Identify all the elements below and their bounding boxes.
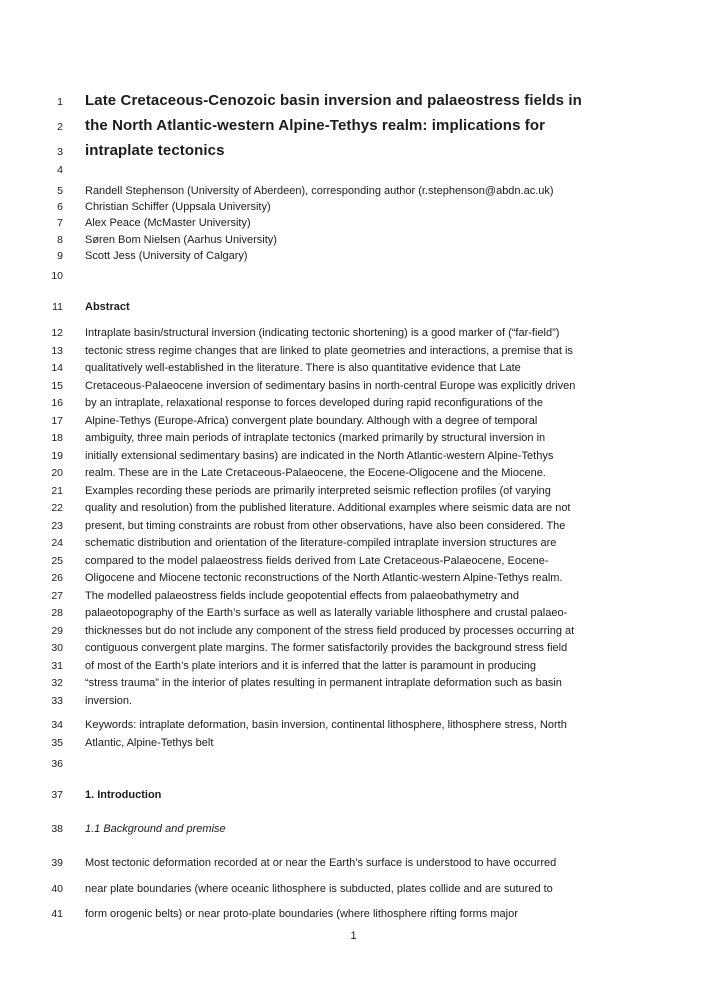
manuscript-line — [0, 605, 707, 623]
line-number: 5 — [57, 185, 63, 197]
line-number: 35 — [51, 736, 63, 749]
manuscript-line — [0, 248, 707, 264]
line-number: 24 — [51, 537, 63, 550]
line-text: Oligocene and Miocene tectonic reconstructions of the North Atlantic-western Alpine-Tethys realm. — [85, 572, 563, 585]
manuscript-line — [0, 360, 707, 378]
line-number: 34 — [51, 719, 63, 732]
line-text: present, but timing constraints are robust from other observations, have also been considered. The — [85, 519, 566, 532]
line-number: 25 — [51, 554, 63, 567]
line-text: ambiguity, three main periods of intraplate tectonics (marked primarily by structural inversion in — [85, 432, 546, 445]
line-text: schematic distribution and orientation of the literature-compiled intraplate inversion structures are — [85, 537, 557, 550]
manuscript-line — [0, 163, 707, 183]
line-text: the North Atlantic-western Alpine-Tethys realm: implications for — [85, 117, 546, 134]
line-text: tectonic stress regime changes that are linked to plate geometries and interactions, a premise that is — [85, 344, 573, 357]
manuscript-line — [0, 325, 707, 343]
line-text: initially extensional sedimentary basins) are indicated in the North Atlantic-western Alpine-Tethys — [85, 449, 554, 462]
manuscript-line — [0, 378, 707, 396]
manuscript-line — [0, 658, 707, 676]
line-text: quality and resolution) from the published literature. Additional examples where seismic data are not — [85, 502, 571, 515]
line-number: 33 — [51, 694, 63, 707]
line-text: Scott Jess (University of Calgary) — [85, 249, 248, 262]
line-number: 27 — [51, 589, 63, 602]
manuscript-line-list — [0, 88, 707, 924]
line-number: 9 — [57, 249, 63, 262]
line-number: 3 — [57, 146, 63, 158]
line-text: inversion. — [85, 694, 133, 707]
line-text: form orogenic belts) or near proto-plate boundaries (where lithosphere rifting forms major — [85, 908, 518, 921]
manuscript-line — [0, 640, 707, 658]
line-number: 15 — [51, 379, 63, 392]
manuscript-line — [0, 787, 707, 805]
line-text: near plate boundaries (where oceanic lithosphere is subducted, plates collide and are sutured to — [85, 882, 553, 895]
manuscript-line — [0, 906, 707, 924]
line-number: 11 — [52, 300, 63, 313]
manuscript-line — [0, 535, 707, 553]
line-text: 1. Introduction — [85, 789, 162, 802]
manuscript-line — [0, 518, 707, 536]
manuscript-line — [0, 588, 707, 606]
line-text: intraplate tectonics — [85, 142, 225, 159]
line-number: 13 — [51, 344, 63, 357]
line-number: 1 — [57, 96, 63, 108]
manuscript-line — [0, 553, 707, 571]
line-number: 31 — [51, 659, 63, 672]
manuscript-line — [0, 500, 707, 518]
line-number: 8 — [57, 233, 63, 246]
line-text: Atlantic, Alpine-Tethys belt — [85, 736, 214, 749]
line-number: 21 — [51, 484, 63, 497]
manuscript-line — [0, 215, 707, 231]
manuscript-line — [0, 430, 707, 448]
line-number: 16 — [51, 397, 63, 410]
manuscript-line — [0, 735, 707, 753]
manuscript-line — [0, 183, 707, 199]
line-number: 7 — [57, 217, 63, 230]
line-text: thicknesses but do not include any component of the stress field produced by processes occurring at — [85, 624, 575, 637]
line-text: Examples recording these periods are primarily interpreted seismic reflection profiles (of varying — [85, 484, 551, 497]
line-text: of most of the Earth’s plate interiors and it is inferred that the latter is paramount in producing — [85, 659, 537, 672]
line-text: Intraplate basin/structural inversion (indicating tectonic shortening) is a good marker of (“far-field”) — [85, 327, 560, 340]
manuscript-line — [0, 232, 707, 248]
line-number: 12 — [51, 327, 63, 340]
line-number: 37 — [51, 789, 63, 802]
manuscript-line — [0, 465, 707, 483]
line-text: Keywords: intraplate deformation, basin inversion, continental lithosphere, lithosphere stress, North — [85, 719, 567, 732]
line-text: by an intraplate, relaxational response to forces developed during rapid reconfigurations of the — [85, 397, 544, 410]
line-number: 30 — [51, 642, 63, 655]
manuscript-line — [0, 693, 707, 711]
line-text: Randell Stephenson (University of Aberdeen), corresponding author (r.stephenson@abdn.ac.uk) — [85, 185, 554, 197]
line-number: 19 — [51, 449, 63, 462]
manuscript-line — [0, 881, 707, 899]
line-text: Christian Schiffer (Uppsala University) — [85, 201, 271, 214]
line-text: compared to the model palaeostress fields derived from Late Cretaceous-Palaeocene, Eocene- — [85, 554, 549, 567]
manuscript-line — [0, 88, 707, 113]
manuscript-line — [0, 675, 707, 693]
line-text: Søren Bom Nielsen (Aarhus University) — [85, 233, 277, 246]
line-number: 36 — [51, 758, 63, 771]
line-text: qualitatively well-established in the literature. There is also quantitative evidence that Late — [85, 362, 521, 375]
line-number: 40 — [51, 882, 63, 895]
line-text: Abstract — [85, 300, 130, 313]
line-number: 26 — [51, 572, 63, 585]
line-text: “stress trauma” in the interior of plates resulting in permanent intraplate deformation such as basin — [85, 677, 562, 690]
line-number: 41 — [51, 908, 63, 921]
line-text: Alex Peace (McMaster University) — [85, 217, 251, 230]
manuscript-line — [0, 413, 707, 431]
line-text: Most tectonic deformation recorded at or near the Earth’s surface is understood to have occurred — [85, 857, 557, 870]
page-number: 1 — [350, 930, 357, 942]
line-number: 38 — [51, 822, 63, 835]
manuscript-line — [0, 570, 707, 588]
line-number: 2 — [57, 121, 63, 133]
line-number: 14 — [51, 362, 63, 375]
manuscript-line — [0, 855, 707, 873]
line-text: contiguous convergent plate margins. The former satisfactorily provides the background stress field — [85, 642, 568, 655]
manuscript-line — [0, 752, 707, 787]
manuscript-line — [0, 138, 707, 163]
line-number: 10 — [51, 269, 63, 282]
line-text: Late Cretaceous-Cenozoic basin inversion and palaeostress fields in — [85, 92, 582, 109]
line-text: The modelled palaeostress fields include geopotential effects from palaeobathymetry and — [85, 589, 519, 602]
line-number: 23 — [51, 519, 63, 532]
line-text: Alpine-Tethys (Europe-Africa) convergent plate boundary. Although with a degree of temporal — [85, 414, 538, 427]
line-number: 17 — [51, 414, 63, 427]
manuscript-line — [0, 717, 707, 735]
line-text: palaeotopography of the Earth’s surface as well as laterally variable lithosphere and crustal palaeo- — [85, 607, 568, 620]
manuscript-line — [0, 623, 707, 641]
manuscript-line — [0, 264, 707, 299]
line-number: 6 — [57, 201, 63, 214]
manuscript-line — [0, 113, 707, 138]
line-number: 18 — [51, 432, 63, 445]
line-number: 4 — [57, 164, 63, 176]
line-number: 29 — [51, 624, 63, 637]
manuscript-line — [0, 448, 707, 466]
manuscript-line — [0, 299, 707, 317]
line-number: 32 — [51, 677, 63, 690]
line-text: 1.1 Background and premise — [85, 822, 226, 835]
line-number: 20 — [51, 467, 63, 480]
manuscript-line — [0, 395, 707, 413]
manuscript-line — [0, 483, 707, 501]
line-text: Cretaceous-Palaeocene inversion of sedimentary basins in north-central Europe was explicitly driven — [85, 379, 576, 392]
line-number: 22 — [51, 502, 63, 515]
line-text: realm. These are in the Late Cretaceous-Palaeocene, the Eocene-Oligocene and the Miocene. — [85, 467, 546, 480]
line-number: 28 — [51, 607, 63, 620]
manuscript-line — [0, 343, 707, 361]
line-number: 39 — [51, 857, 63, 870]
manuscript-line — [0, 199, 707, 215]
manuscript-line — [0, 821, 707, 839]
